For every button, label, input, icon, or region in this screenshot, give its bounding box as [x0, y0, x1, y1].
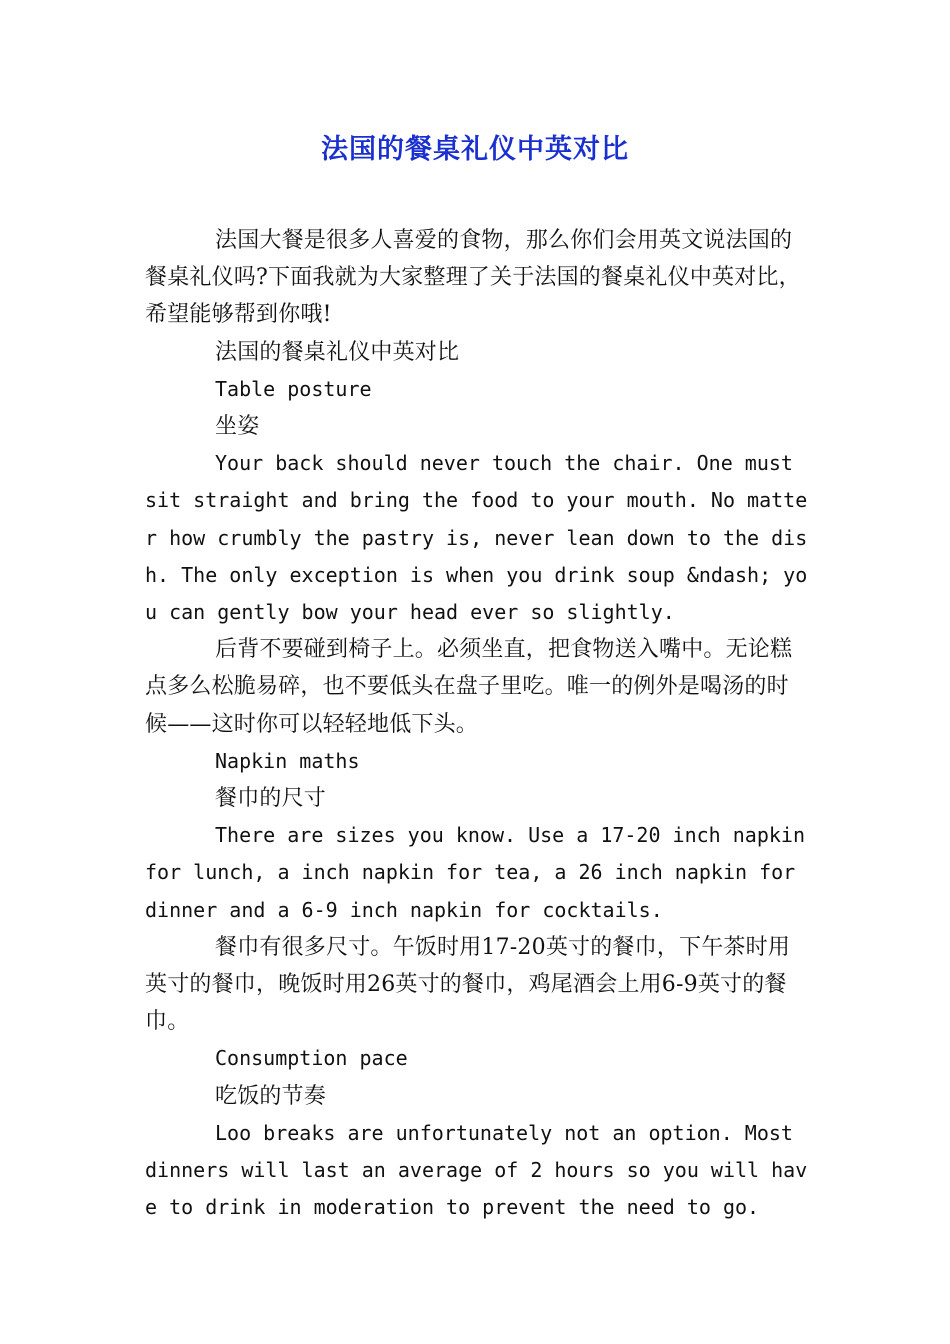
subheading-table-posture-cn: 坐姿 — [215, 414, 260, 440]
subheading-consumption-pace-cn: 吃饭的节奏 — [215, 1083, 327, 1109]
document-body — [145, 222, 810, 1226]
paragraph-table-posture-cn: 后背不要碰到椅子上。必须坐直，把食物送入嘴中。无论糕点多么松脆易碎，也不要低头在盘子里吃。唯一的例外是喝汤的时候——这时你可以轻轻地低下头。 — [145, 637, 793, 737]
paragraph-napkin-maths-en: There are sizes you know. Use a 17-20 inch napkin for lunch, a inch napkin for tea, a 26 inch napkin for dinner and a 6-9 inch napkin for cocktails. — [145, 823, 806, 922]
subheading-consumption-pace: Consumption pace — [215, 1046, 408, 1071]
paragraph-napkin-maths-cn: 餐巾有很多尺寸。午饭时用17-20英寸的餐巾，下午茶时用英寸的餐巾，晚饭时用26英寸的餐巾，鸡尾酒会上用6-9英寸的餐巾。 — [145, 934, 791, 1035]
document-title: 法国的餐桌礼仪中英对比 — [321, 134, 629, 165]
paragraph-consumption-pace-en: Loo breaks are unfortunately not an option. Most dinners will last an average of 2 hours so you will have to drink in moderation to prevent the need to go. — [145, 1120, 808, 1220]
subheading-napkin-maths: Napkin maths — [215, 748, 360, 773]
subheading-table-posture: Table posture — [215, 376, 372, 401]
paragraph-table-posture-en: Your back should never touch the chair. One must sit straight and bring the food to your mouth. No matter how crumbly the pastry is, never lean down to the dish. The only exception is when you drink soup &ndash; you can gently bow your head ever so slightly. — [145, 451, 808, 625]
intro-paragraph: 法国大餐是很多人喜爱的食物，那么你们会用英文说法国的餐桌礼仪吗?下面我就为大家整理了关于法国的餐桌礼仪中英对比，希望能够帮到你哦! — [145, 228, 801, 328]
subheading-napkin-maths-cn: 餐巾的尺寸 — [215, 786, 327, 812]
section-heading: 法国的餐桌礼仪中英对比 — [215, 339, 460, 365]
